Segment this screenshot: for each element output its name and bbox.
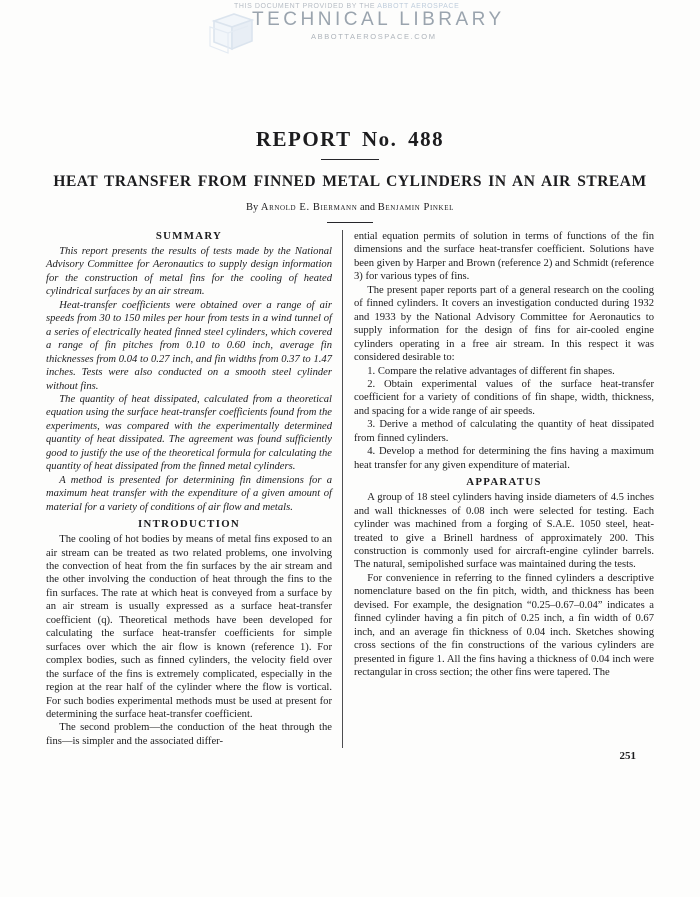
introduction-paragraphs: [46, 533, 332, 748]
paragraph: The quantity of heat dissipated, calculated from a theoretical equation using the surface heat-transfer coefficients found from the experiments, was compared with the experimentally determined quantity of heat dissipated. The agreement was found sufficiently good to justify the use of the theoretical formula for calculating the quantity of heat dissipated from the finned metal cylinders.: [46, 393, 332, 473]
paragraph: The second problem—the conduction of the heat through the fins—is simpler and the associated differ-: [46, 722, 332, 747]
paragraph: The cooling of hot bodies by means of metal fins exposed to an air stream can be treated as two related problems, one involving the convection of heat from the fin surfaces by the air stream and the other involving the conduction of heat through the fins to the fin surfaces. The rate at which heat is conveyed from a surface by an air stream is usually expressed as a surface heat-transfer coefficient (q). Theoretical methods have been developed for calculating the surface heat-transfer coefficients for simple surfaces over which the air flow is known (reference 1). For complex bodies, such as finned cylinders, the velocity field over the surface of the fins is extremely complicated, especially in the region at the rear half of the cylinder where the flow is vortical. For such bodies experimental methods must be used at present for determining the surface heat-transfer coefficient.: [46, 534, 332, 720]
paragraph: 1. Compare the relative advantages of different fin shapes.: [367, 365, 615, 377]
paragraph: 3. Derive a method of calculating the quantity of heat dissipated from finned cylinders.: [354, 419, 654, 444]
author-2: Benjamin Pinkel: [377, 202, 454, 213]
apparatus-heading: APPARATUS: [466, 476, 542, 489]
paragraph: For convenience in referring to the finned cylinders a descriptive nomenclature based on the fin pitch, width, and thickness has been devised. For example, the designation “0.25–0.67–0.04” indicates a finned cylinder having a fin pitch of 0.25 inch, a fin width of 0.67 inch, and an average fin thickness of 0.04 inch. Sketches showing cross sections of the fin constructions of the various cylinders are presented in figure 1. All the fins having a thickness of 0.04 inch were rectangular in cross section; the other fins were tapered. The: [354, 572, 654, 679]
watermark-header: [0, 0, 700, 62]
watermark-site-url: ABBOTTAEROSPACE.COM: [311, 32, 437, 41]
title-divider-rule: [321, 159, 379, 160]
byline-divider-rule: [327, 222, 373, 223]
byline-prefix: By: [246, 202, 259, 213]
left-column: [46, 230, 342, 748]
byline-and: and: [359, 202, 376, 213]
paragraph: A method is presented for determining fin dimensions for a maximum heat transfer with the expenditure of a given amount of material for a variety of conditions of air flow and metals.: [46, 474, 332, 513]
author-1: Arnold E. Biermann: [260, 202, 358, 213]
paragraph: 4. Develop a method for determining the fins having a maximum heat transfer for any given expenditure of material.: [354, 446, 654, 471]
document-title: HEAT TRANSFER FROM FINNED METAL CYLINDERS IN AN AIR STREAM: [53, 173, 647, 190]
paragraph: This report presents the results of tests made by the National Advisory Committee for Aeronautics to supply design information for the construction of metal fins for the cooling of heated cylindrical surfaces by an air stream.: [46, 246, 332, 298]
byline: [0, 202, 700, 213]
two-column-layout: [46, 230, 654, 748]
right-column: [343, 230, 654, 748]
right-column-paragraphs: [354, 230, 654, 472]
page-number: 251: [619, 750, 636, 763]
paragraph: The present paper reports part of a general research on the cooling of finned cylinders. It covers an investigation conducted during 1932 and 1933 by the National Advisory Committee for Aeronautics to supply information for the design of fins for air-cooled engine cylinders operating in a free air stream. In this respect it was considered desirable to:: [354, 284, 654, 364]
paragraph: A group of 18 steel cylinders having inside diameters of 4.5 inches and wall thicknesses of 0.08 inch were selected for testing. Each cylinder was machined from a forging of S.A.E. 1050 steel, heat-treated to give a Brinell hardness of approximately 200. This construction is commonly used for aircraft-engine cylinder barrels. The natural, semipolished surface was maintained during the tests.: [354, 492, 654, 571]
paragraph: Heat-transfer coefficients were obtained over a range of air speeds from 30 to 150 miles per hour from tests in a wind tunnel of a series of electrically heated finned steel cylinders, which covered a range of fin pitches from 0.10 to 0.60 inch, average fin thicknesses from 0.04 to 0.27 inch, and fin widths from 0.37 to 1.47 inches. Tests were also conducted on a smooth steel cylinder without fins.: [46, 299, 332, 392]
watermark-brand: ABBOTT AEROSPACE: [377, 3, 460, 10]
paragraph: ential equation permits of solution in terms of functions of the fin dimensions and the surface heat-transfer coefficient. Solutions have been given by Harper and Brown (reference 2) and Schmidt (reference 3) for various types of fins.: [354, 231, 654, 283]
report-number: REPORT No. 488: [255, 127, 445, 151]
watermark-provided-prefix: THIS DOCUMENT PROVIDED BY THE: [234, 3, 376, 10]
summary-heading: SUMMARY: [155, 230, 223, 242]
summary-paragraphs: [46, 245, 332, 514]
introduction-heading: INTRODUCTION: [138, 518, 240, 531]
apparatus-paragraphs: [354, 491, 654, 679]
paragraph: 2. Obtain experimental values of the surface heat-transfer coefficient for a variety of conditions of fin shape, width, thickness, and spacing for a wide range of air speeds.: [354, 378, 654, 417]
watermark-library-title: TECHNICAL LIBRARY: [252, 9, 505, 30]
